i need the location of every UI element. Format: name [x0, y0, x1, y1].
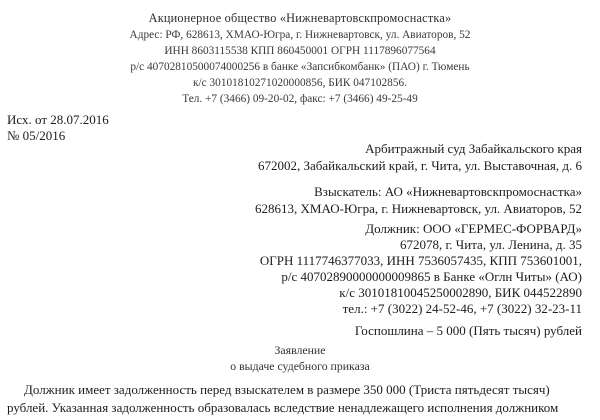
company-account: р/с 40702810500074000256 в банке «Запсибкомбанк» (ПАО) г. Тюмень — [130, 61, 470, 73]
claimant-label: Взыскатель: АО «Нижневартовскпромоснастка» — [314, 184, 582, 199]
company-inn: ИНН 8603115538 КПП 860450001 ОГРН 1117896077564 — [164, 45, 436, 57]
debtor-corr-account: к/с 30101810045250002890, БИК 044522890 — [339, 285, 582, 300]
company-corr-account: к/с 30101810271020000856, БИК 047102856. — [193, 77, 407, 89]
body-line-1: Должник имеет задолженность перед взыскателем в размере 350 000 (Триста пятьдесят тысяч) — [24, 382, 550, 397]
outgoing-date: Исх. от 28.07.2016 — [7, 112, 109, 127]
debtor-phone: тел.: +7 (3022) 24-52-46, +7 (3022) 32-23-11 — [342, 301, 582, 316]
debtor-address: 672078, г. Чита, ул. Ленина, д. 35 — [399, 237, 582, 252]
state-fee: Госпошлина – 5 000 (Пять тысяч) рублей — [354, 323, 582, 338]
court-name: Арбитражный суд Забайкальского края — [365, 141, 582, 156]
claimant-address: 628613, ХМАО-Югра, г. Нижневартовск, ул. Авиаторов, 52 — [255, 201, 582, 216]
company-phone: Тел. +7 (3466) 09-20-02, факс: +7 (3466) 49-25-49 — [182, 93, 418, 105]
debtor-account: р/с 40702890000000009865 в Банке «Оглн Читы» (АО) — [281, 269, 582, 284]
court-address: 672002, Забайкальский край, г. Чита, ул. Выставочная, д. 6 — [258, 158, 582, 173]
statement-subtitle: о выдаче судебного приказа — [230, 359, 370, 373]
debtor-ids: ОГРН 1117746377033, ИНН 7536057435, КПП 753601001, — [259, 253, 582, 268]
outgoing-number: № 05/2016 — [7, 128, 66, 143]
body-line-2: рублей. Указанная задолженность образовалась вследствие ненадлежащего исполнения должником — [7, 400, 559, 415]
debtor-label: Должник: ООО «ГЕРМЕС-ФОРВАРД» — [365, 221, 582, 236]
company-name: Акционерное общество «Нижневартовскпромоснастка» — [148, 11, 452, 25]
company-address: Адрес: РФ, 628613, ХМАО-Югра, г. Нижневартовск, ул. Авиаторов, 52 — [129, 29, 471, 41]
statement-title: Заявление — [274, 343, 326, 357]
